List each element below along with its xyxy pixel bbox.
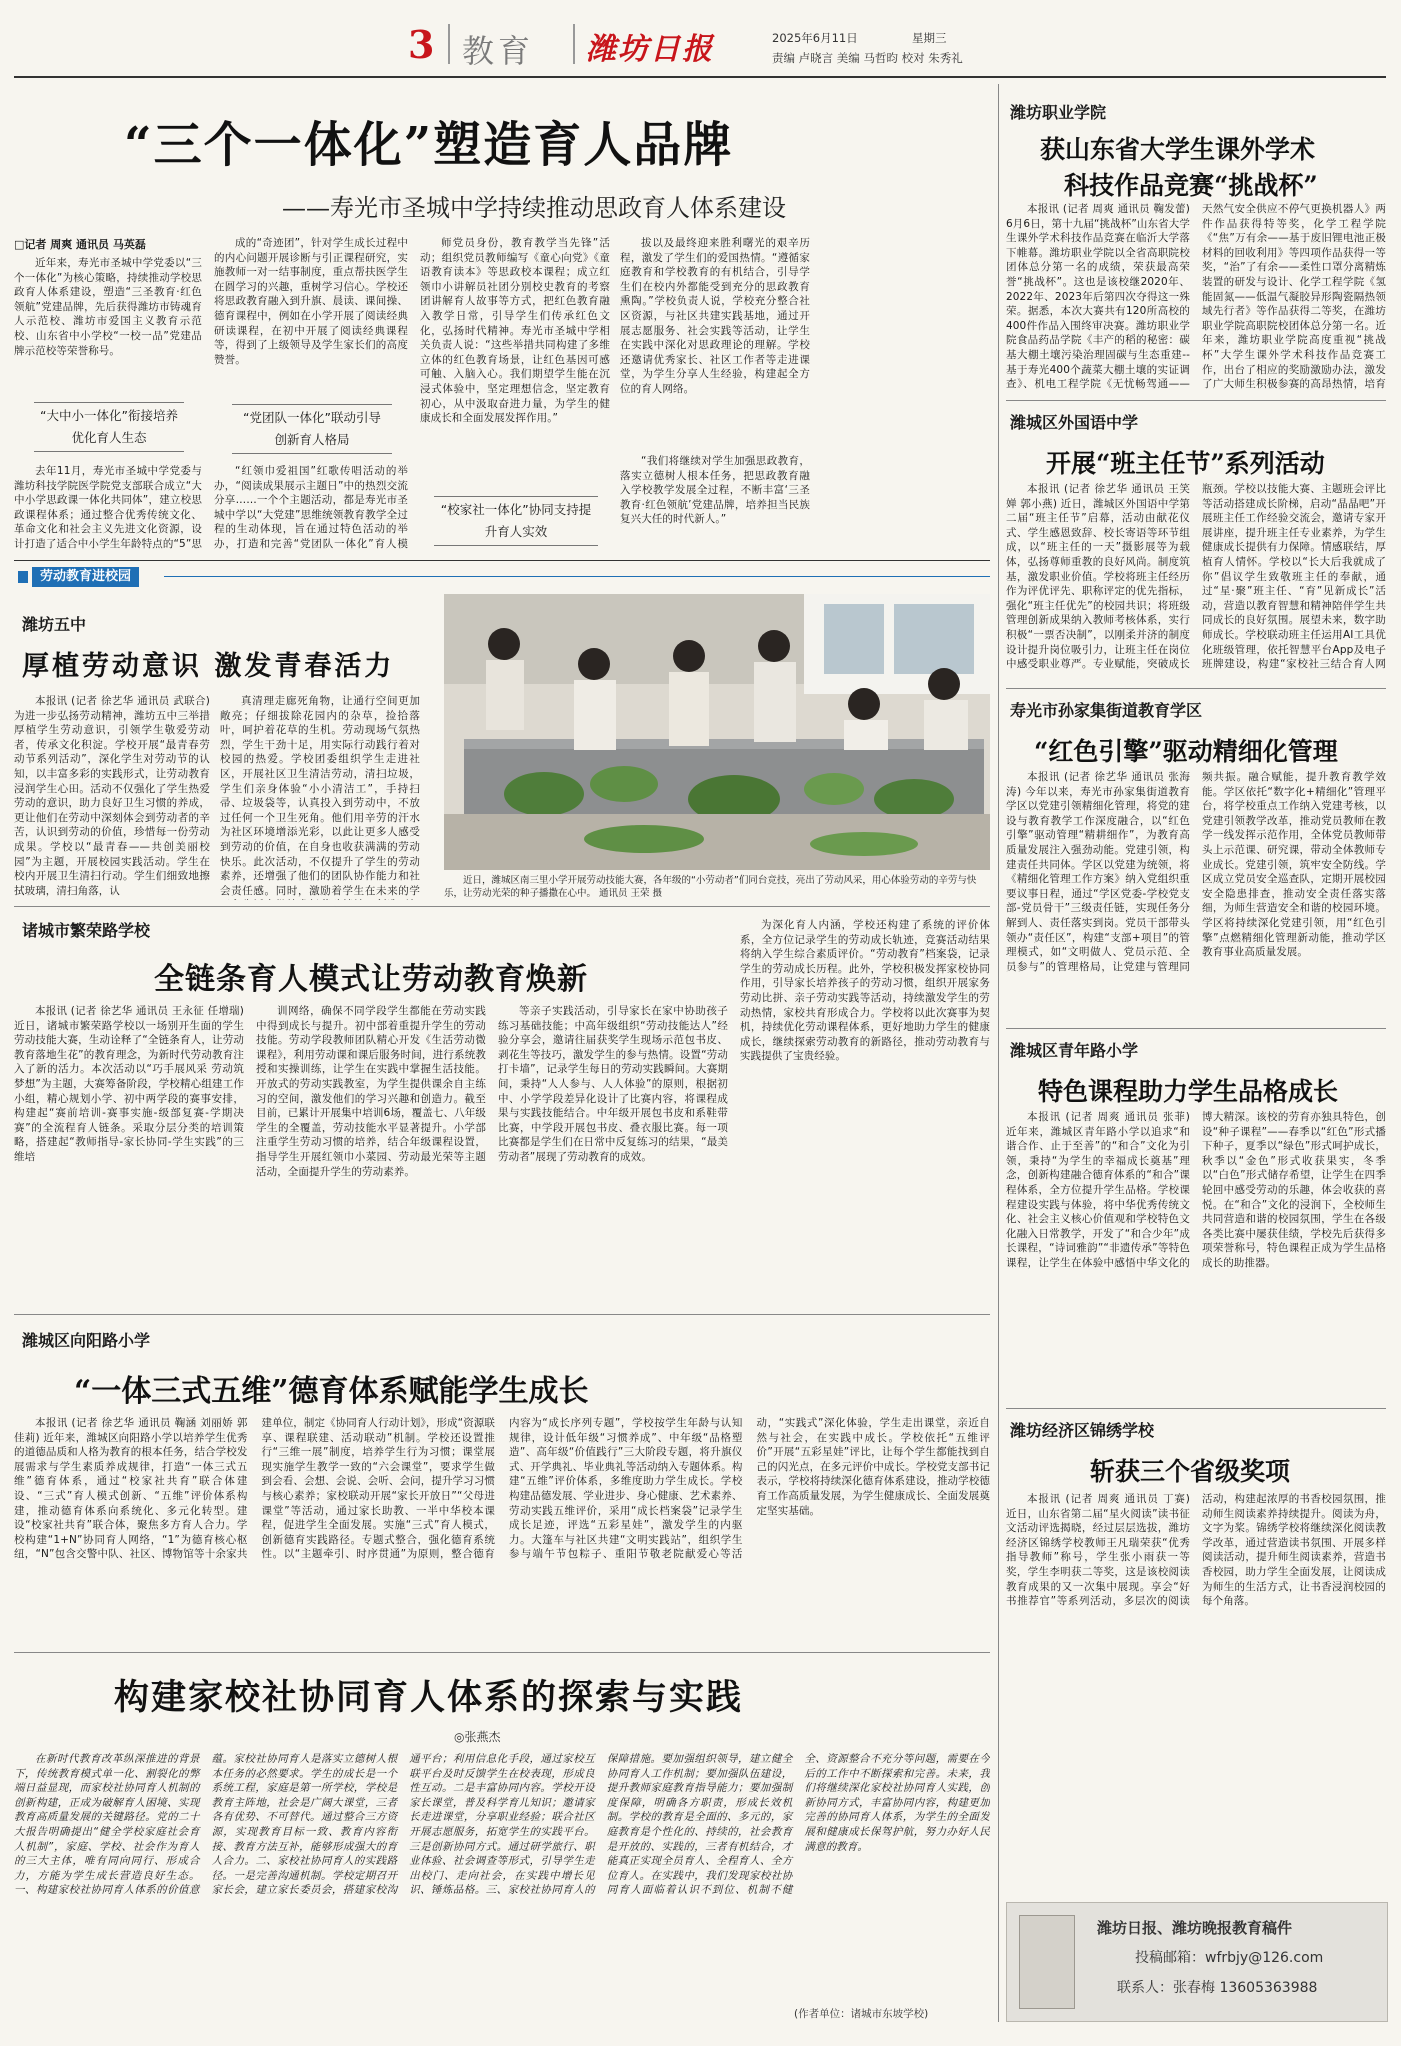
- right-s2-body: 本报讯 (记者 徐艺华 通讯员 王笑婵 郭小燕) 近日，潍城区外国语中学第二届“班主任节”启幕，活动由献花仪式、学生感恩致辞、校长寄语等环节组成，以“班主任的一天”摄影展等为载体，弘扬尊师重教的良好风尚。制度筑基，激发职业价值。学校将班主任经历作为评优评先、职称评定的优先指标，强化“班主任优先”的校园共识；将班级管理创新成果纳入教师考核体系，实行积极“一票否决制”，以刚柔并济的制度设计提升岗位吸引力，让班主任在岗位中感受职业尊严。专业赋能，突破成长瓶颈。学校以技能大赛、主题班会评比等活动搭建成长阶梯，启动“晶晶吧”开展班主任工作经验交流会，邀请专家开展讲座，提升班主任专业素养，为学生健康成长提供有力保障。情感联结，厚植育人情怀。学校以“长大后我就成了你”倡议学生致敬班主任的奉献，通过“星·聚”班主任、“育”见新成长”活动，营造以教育智慧和精神陪伴学生共同成长的良好氛围。展望未来，数字助师成长。学校联动班主任运用AI工具优化班级管理，依托智慧平台App及电子班牌建设，构建“家校社三结合育人网: [1006, 483, 1386, 671]
- lead-col4: 拔以及最终迎来胜利曙光的艰辛历程，激发了学生们的爱国热情。“遵循家庭教育和学校教育的有机结合，引导学生们在校内外都能受到充分的思政教育熏陶。”学校负责人说，学校充分整合社区资源，与社区共建实践基地，通过开展志愿服务、社会实践等活动，让学生在实践中深化对思政理论的理解。学校还邀请优秀家长、社区工作者等走进课堂，为学生分享人生经验，构建起全方位的育人网络。: [620, 237, 810, 395]
- page-number: 3: [408, 22, 435, 67]
- story2-col4: 为深化育人内涵，学校还构建了系统的评价体系，全方位记录学生的劳动成长轨迹，竞赛活动结果将纳入学生综合素质评价。“劳动教育”档案袋，记录学生的劳动成长历程。此外，学校积极发挥家校协同作用，引导家长培养孩子的劳动习惯，组织开展家务劳动比拼、亲子劳动实践等活动，持续激发学生的劳动热情，家校共育形成合力。学校将以此次赛事为契机，持续优化劳动课程体系，更好地助力学生的健康成长，继续探索劳动教育的新路径，推动劳动教育与实践提供了宝贵经验。: [740, 919, 990, 1063]
- right-s4-body: 本报讯 (记者 周爽 通讯员 张菲) 近年来，潍城区青年路小学以追求“和谐合作、止于至善”的“和合”文化为引领，秉持“为学生的幸福成长奠基”理念，创新构建融合德育体系的“和合”课程体系，全方位提升学生品格。学校课程建设实践与体验，将中华优秀传统文化、社会主义核心价值观和学校特色文化融入日常教学，开发了“和合少年”成长课程，“诗词雅韵”“非遗传承”等特色课程，让学生在体验中感悟中华文化的博大精深。该校的劳育亦独具特色，创设“种子课程”——春季以“红色”形式播下种子，夏季以“绿色”形式呵护成长，秋季以“金色”形式收获果实，冬季以“白色”形式储存希望，让学生在四季轮回中感受劳动的乐趣，体会收获的喜悦。在“和合”文化的浸润下，全校师生共同营造和谐的校园氛围，学生在各级各类比赛中屡获佳绩，学校先后获得多项荣誉称号，特色课程正成为学生品格成长的助推器。: [1006, 1111, 1386, 1269]
- right-s5-title: 斩获三个省级奖项: [1090, 1457, 1291, 1486]
- contrib-email[interactable]: 投稿邮箱：wfrbjy@126.com: [1135, 1950, 1324, 1966]
- lead-story: [14, 84, 990, 554]
- right-s2-title: 开展“班主任节”系列活动: [1046, 449, 1325, 478]
- labor-photo-caption: 近日，潍城区南三里小学开展劳动技能大赛，各年级的“小劳动者”们同台竞技，亮出了劳动风采，用心体验劳动的辛劳与快乐，让劳动光荣的种子播撒在心中。 通讯员 王荣 摄: [444, 875, 977, 899]
- essay-story: [14, 1656, 990, 2026]
- right-s3-title: “红色引擎”驱动精细化管理: [1034, 737, 1338, 766]
- xiangyang-body: 本报讯 (记者 徐艺华 通讯员 鞠涵 刘丽娇 郭佳莉) 近年来，潍城区向阳路小学以培养学生优秀的道德品质和人格为教育的根本任务，结合学校发展需求与学生素质养成规律，打造“一体三式五维”德育体系，通过“校家社共育”联合体建设、“三式”育人模式创新、“五维”评价体系构建，推动德育体系向系统化、多元化转型。建设“校家社共育”联合体，聚焦多方育人合力。学校构建“1+N”协同育人网络，“1”为德育核心枢纽，“N”包含交警中队、社区、博物馆等十余家共建单位，制定《协同育人行动计划》，形成“资源联享、课程联建、活动联动”机制。学校还设置推行“三维一展”制度，培养学生行为习惯；课堂展现实施学生教学一致的“六会课堂”，要求学生做到会看、会想、会说、会听、会问，提升学习习惯与核心素养；家校联动开展“家长开放日”“父母进课堂”等活动，通过家长助教、一半中华校本课程，促进学生全面发展。实施“三式”育人模式，创新德育实践路径。专题式整合，强化德育系统性。以“主题牵引、时序贯通”为原则，整合德育内容为“成长序列专题”，学校按学生年龄与认知规律，设计低年级“习惯养成”、中年级“品格塑造”、高年级“价值践行”三大阶段专题，将升旗仪式、开学典礼、毕业典礼等活动纳入专题体系。构建“五维”评价体系，多维度助力学生成长。学校构建品德发展、学业进步、身心健康、艺术素养、劳动实践五维评价，采用“成长档案袋”记录学生成长足迹，评选“五彩星娃”，激发学生的内驱力。大篷车与社区共建“文明实践站”，组织学生参与端午节包粽子、重阳节敬老院献爱心等活动，“实践式”深化体验，学生走出课堂，亲近自然与社会，在实践中成长。学校依托“五维评价”开展“五彩星娃”评比，让每个学生都能找到自己的闪光点，在多元评价中成长。学校党支部书记表示，学校将持续深化德育体系建设，推动学校德育工作高质量发展，为学生健康成长、全面发展奠定坚实基础。: [14, 1417, 990, 1561]
- contrib-line-1: 潍坊日报、潍坊晚报教育稿件: [1097, 1919, 1293, 1937]
- editors-line: 责编 卢晓言 美编 马哲昀 校对 朱秀礼: [772, 51, 963, 65]
- right-s5-org: 潍坊经济区锦绣学校: [1010, 1421, 1155, 1440]
- labor-photo-illustration: [444, 594, 990, 870]
- contrib-decor-icon: [1019, 1915, 1075, 2009]
- essay-body: 在新时代教育改革纵深推进的背景下，传统教育模式单一化、割裂化的弊端日益显现，而家校社协同育人机制的创新构建，正成为破解育人困境、实现教育高质量发展的关键路径。党的二十大报告明确提出“健全学校家庭社会育人机制”，家庭、学校、社会作为育人的三大主体，唯有同向同行、形成合力，方能为学生成长营造良好生态。一、构建家校社协同育人体系的价值意蕴。家校社协同育人是落实立德树人根本任务的必然要求。学生的成长是一个系统工程，家庭是第一所学校，学校是教育主阵地，社会是广阔大课堂，三者各有优势、不可替代。通过整合三方资源，实现教育目标一致、教育内容衔接、教育方法互补，能够形成强大的育人合力。二、家校社协同育人的实践路径。一是完善沟通机制。学校定期召开家长会，建立家长委员会，搭建家校沟通平台；利用信息化手段，通过家校互联平台及时反馈学生在校表现，形成良性互动。二是丰富协同内容。学校开设家长课堂，普及科学育儿知识；邀请家长走进课堂，分享职业经验；联合社区开展志愿服务，拓宽学生的实践平台。三是创新协同方式。通过研学旅行、职业体验、社会调查等形式，引导学生走出校门、走向社会，在实践中增长见识、锤炼品格。三、家校社协同育人的保障措施。要加强组织领导，建立健全协同育人工作机制；要加强队伍建设，提升教师家庭教育指导能力；要加强制度保障，明确各方职责，形成长效机制。学校的教育是全面的、多元的，家庭教育是个性化的、持续的，社会教育是开放的、实践的，三者有机结合，才能真正实现全员育人、全程育人、全方位育人。在实践中，我们发现家校社协同育人面临着认识不到位、机制不健全、资源整合不充分等问题，需要在今后的工作中不断探索和完善。未来，我们将继续深化家校社协同育人实践，创新协同方式，丰富协同内容，构建更加完善的协同育人体系，为学生的全面发展和健康成长保驾护航，努力办好人民满意的教育。: [14, 1753, 990, 1897]
- xiangyang-title: “一体三式五维”德育体系赋能学生成长: [74, 1374, 589, 1409]
- labor-banner: [14, 566, 990, 588]
- lead-subhead-1: “大中小一体化”衔接培养优化育人生态: [34, 402, 184, 452]
- right-s4-org: 潍城区青年路小学: [1010, 1041, 1139, 1060]
- essay-title: 构建家校社协同育人体系的探索与实践: [114, 1677, 744, 1718]
- story2-title: 全链条育人模式让劳动教育焕新: [154, 962, 588, 997]
- labor-top-rule: [14, 560, 990, 561]
- right-s4-title: 特色课程助力学生品格成长: [1038, 1077, 1339, 1106]
- labor-story-1: [14, 594, 990, 904]
- lead-col4b: “我们将继续对学生加强思政教育，落实立德树人根本任务，把思政教育融入学校教学发展全过程，不断丰富‘三圣教育·红色领航’党建品牌，培养担当民族复兴大任的时代新人。”: [620, 455, 810, 526]
- right-s1-body: 本报讯 (记者 周爽 通讯员 鞠发蕾) 6月6日，第十九届“挑战杯”山东省大学生课外学术科技作品竞赛在临沂大学落下帷幕。潍坊职业学院以全省高职院校团体总分第一名的成绩，荣获最高荣誉“挑战杯”。这也是该校继2020年、2022年、2023年后第四次夺得这一殊荣。据悉，本次大赛共有120所高校的400件作品入围终审决赛。潍坊职业学院食品药品学院《丰产的稻的秘密：碳基大棚土壤污染治理固碳与生态重建--基于寿光400个蔬菜大棚土壤的实证调查》、机电工程学院《无忧畅驾通——天然气安全供应不停气更换机器人》两件作品获得特等奖，化学工程学院《“焦”万有余——基于废旧锂电池正极材料的回收利用》等四项作品获得一等奖，“治”了有余——柔性口罩分离精炼装置的研发与设计、化学工程学院《氢能固氮——低温气凝胶异形陶瓷隔热领域先行者》等作品获得二等奖，在潍坊职业学院高职院校团体总分第一名。近年来，潍坊职业学院高度重视“挑战杯”大学生课外学术科技作品竞赛工作，出台了相应的奖励激励办法，激发了广大师生积极参赛的高昂热情，培育: [1006, 203, 1386, 391]
- lead-intro: 近年来，寿光市圣城中学党委以“三个一体化”为核心策略，持续推动学校思政育人体系建设，塑造“三圣教育·红色领航”党建品牌，先后获得潍坊市铸魂育人示范校、潍坊市爱国主义教育示范校、山东省中小学校“一校一品”党建品牌示范校等荣誉称号。: [14, 257, 202, 357]
- lead-col1: 去年11月，寿光市圣城中学党委与潍坊科技学院医学院党支部联合成立“大中小学思政课一体化共同体”，建立校思政课程体系；通过整合优秀传统文化、革命文化和社会主义先进文化资源，设计打造了适合中小学生年龄特点的“5”思: [14, 465, 202, 550]
- lead-subtitle: ——寿光市圣城中学持续推动思政育人体系建设: [282, 194, 786, 222]
- lead-title: “三个一体化”塑造育人品牌: [124, 117, 734, 173]
- labor-photo: [444, 594, 990, 870]
- right-column: [1006, 84, 1386, 2034]
- masthead: [0, 0, 1401, 80]
- right-s1-org: 潍坊职业学院: [1010, 103, 1107, 122]
- column-divider: [998, 84, 999, 2022]
- essay-top-rule: [14, 1652, 990, 1653]
- right-s5-body: 本报讯 (记者 周爽 通讯员 丁赛) 近日，山东省第二届“星火阅读”读书征文活动评选揭晓，经过层层选拔，潍坊经济区锦绣学校教师王凡瑞荣获“优秀指导教师”称号，学生张小雨获一等奖，学生李明获二等奖，这是该校阅读教育成果的又一次集中展现。享会“好书推荐官”等系列活动，多层次的阅读活动，构建起浓厚的书香校园氛围，推动师生阅读素养持续提升。阅读为舟，文字为桨。锦绣学校将继续深化阅读教学改革，通过营造读书氛围、开展多样阅读活动，提升师生阅读素养，营造书香校园，助力学生全面发展，让阅读成为师生的生活方式，让书香浸润校园的每个角落。: [1006, 1493, 1386, 1608]
- issue-weekday: 星期三: [912, 31, 947, 45]
- lead-byline: □记者 周爽 通讯员 马英磊: [14, 238, 146, 251]
- story1-col2: 真清理走廊死角物，让通行空间更加敞亮；仔细拔除花园内的杂草，捡拾落叶，呵护着花草的生机。劳动现场气氛热烈，学生干劲十足，用实际行动践行着对校园的热爱。学校团委组织学生走进社区，开展社区卫生清洁劳动，清扫垃圾，学生们亲身体验“小小清洁工”，手持扫帚、垃圾袋等，认真投入到劳动中，不放过任何一个卫生死角。他们用辛劳的汗水为社区环境增添光彩，以此让更多人感受到劳动的价值，在自身也收获满满的劳动快乐。此次活动，不仅提升了学生的劳动素养，还增强了他们的团队协作能力和社会责任感。同时，激励着学生在未来的学: [220, 695, 420, 897]
- story2-col2: 训网络，确保不同学段学生都能在劳动实践中得到成长与提升。初中部着重提升学生的劳动技能。劳动学段教师团队精心开发《生活劳动微课程》，利用劳动课和课后服务时间，进行系统教授和实操训练，让学生在实践中掌握生活技能。开放式的劳动实践教室，为学生提供课余自主练习的空间，激发他们的学习兴趣和创造力。截至目前，已累计开展集中培训6场，覆盖七、八年级学生的全覆盖，劳动技能水平显著提升。小学部注重学生劳动习惯的培养，结合年级课程设置，指导学生开展红领巾小菜园、劳动最光荣等主题活动，全面提升学生的劳动素养。: [256, 1005, 486, 1178]
- story1-school: 潍坊五中: [22, 615, 87, 634]
- lead-col2: “红领巾爱祖国”红歌传唱活动的举办，“阅读成果展示主题日”中的热烈交流分享……一个个主题活动，都是寿光市圣城中学以“大党建”思维统领教育教学全过程的生动体现，旨在通过特色活动的举办，打造和完善“党团队一体化”育人模: [214, 465, 408, 550]
- masthead-rule: [14, 76, 1386, 78]
- labor-story-2: [14, 910, 990, 1310]
- essay-footnote: (作者单位：诸城市东坡学校): [794, 2008, 929, 2020]
- contrib-contact: 联系人：张春梅 13605363988: [1117, 1980, 1318, 1996]
- story2-top-rule: [14, 906, 990, 907]
- right-s3-org: 寿光市孙家集街道教育学区: [1010, 701, 1203, 720]
- right-s2-org: 潍城区外国语中学: [1010, 413, 1139, 432]
- lead-subhead-2: “党团队一体化”联动引导创新育人格局: [232, 404, 392, 454]
- story2-col1: 本报讯 (记者 徐艺华 通讯员 王永征 任增瑞) 近日，诸城市繁荣路学校以一场别开生面的学生劳动技能大赛，生动诠释了“全链条育人，让劳动教育落地生花”的教育理念，为新时代劳动教育注入了新的活力。本次活动以“巧手展风采 劳动筑梦想”为主题，大赛筹备阶段，学校精心组建工作小组，精心规划小学、初中两学段的赛事安排，构建起“赛前培训-赛事实施-级部复赛-学期决赛”的全流程育人链条。采取分层分类的培训策略，搭建起“教师指导-家长协同-学生实践”的三维培: [14, 1005, 244, 1163]
- right-s1-title-b: 科技作品竞赛“挑战杯”: [1064, 171, 1318, 200]
- xiangyang-school: 潍城区向阳路小学: [22, 1331, 151, 1350]
- story1-col1: 本报讯 (记者 徐艺华 通讯员 武联合) 为进一步弘扬劳动精神，潍坊五中三举措厚植学生劳动意识，引领学生敬爱劳动者，传承文化积淀。学校开展“最青春劳动节系列活动”，深化学生对劳动节的认知，以丰富多彩的实践形式，让劳动教育浸润学生心田。活动不仅强化了学生热爱劳动的意识，助力良好卫生习惯的养成，更让他们在劳动中深刻体会到劳动者的辛苦，认识到劳动的价值，珍惜每一份劳动成果。学校以“最青春——共创美丽校园”为主题，开展校园实践活动。学生在校内开展卫生清扫行动。学生们细致地擦拭玻璃，清扫角落，认: [14, 695, 210, 897]
- contribution-box: [1006, 1902, 1388, 2022]
- labor-banner-label: 劳动教育进校园: [32, 567, 139, 587]
- lead-subhead-3: “校家社一体化”协同支持提升育人实效: [434, 496, 598, 546]
- story2-col3: 等亲子实践活动，引导家长在家中协助孩子练习基础技能；中高年级组织“劳动技能达人”经验分享会，邀请往届获奖学生现场示范包书皮、剥花生等技巧，激发学生的参与热情。设置“劳动打卡墙”，记录学生每日的劳动实践瞬间。大赛期间，秉持“人人参与、人人体验”的原则，根据初中、小学学段差异化设计了比赛内容，将课程成果与实践技能结合。中年级开展包书皮和系鞋带比赛，中学段开展包书皮、叠衣服比赛。每一项比赛都是学生们在日常中反复练习的结果，“最美劳动者”展现了劳动教育的成效。: [498, 1005, 728, 1163]
- xiangyang-story: [14, 1318, 990, 1648]
- paper-logo: 潍坊日报: [586, 32, 714, 67]
- issue-date: 2025年6月11日: [772, 31, 858, 45]
- right-s3-body: 本报讯 (记者 徐艺华 通讯员 张海涛) 今年以来，寿光市孙家集街道教育学区以党建引领精细化管理，将党的建设与教育教学工作深度融合，以“红色引擎”驱动管理“精耕细作”，为教育高质量发展注入强劲动能。党建引领，构建责任共同体。学区以党建为统领，将《精细化管理工作方案》纳入党组织重要议事日程，通过“学区党委-学校党支部-党员骨干”三级责任链，实现任务分解到人、责任落实到岗。党员干部带头领办“责任区”，构建“支部+项目”的管理模式，如“文明做人、党员示范、全员参与”的管理格局，让党建与管理同频共振。融合赋能，提升教育教学效能。学区依托“数字化+精细化”管理平台，将学校重点工作纳入党建考核，以党建引领教学改革，推动党员教师在教学一线发挥示范作用，全体党员教师带头上示范课、研究课，带动全体教师专业成长。党建引领，筑牢安全防线。学区成立党员安全巡查队，定期开展校园安全隐患排查，推动安全责任落实落细，为师生营造安全和谐的校园环境。学区将持续深化党建引领，用“红色引擎”点燃精细化管理新动能，推动学区教育事业高质量发展。: [1006, 771, 1386, 973]
- banner-marker-icon: [18, 571, 28, 583]
- right-s1-title-a: 获山东省大学生课外学术: [1040, 135, 1316, 164]
- section-name: 教育: [462, 32, 535, 70]
- story2-school: 诸城市繁荣路学校: [22, 921, 151, 940]
- essay-author: ◎张燕杰: [454, 1730, 501, 1744]
- xiangyang-top-rule: [14, 1314, 990, 1315]
- story1-title: 厚植劳动意识 激发青春活力: [22, 651, 395, 682]
- lead-col2-top: 成的“奇迹团”，针对学生成长过程中的内心问题开展诊断与引正课程研究，实施教师一对一结事制度，重点帮扶医学生在圆学习的兴趣，重树学习信心。学校还将思政教育融入到升旗、晨读、课间操、德育课程中，例如在小学开展了阅读经典研读课程，在初中开展了阅读经典课程等，得到了上级领导及学生家长们的高度赞誉。: [214, 237, 408, 366]
- lead-col3: 师党员身份，教育教学当先锋”活动；组织党员教师编写《童心向党》《童语教育读本》等思政校本课程；成立红领巾小讲解员社团分别校史教育的考察团讲解育人故事等方式，把红色教育融入教学日常，引导学生们传承红色文化，弘扬时代精神。寿光市圣城中学相关负责人说：“这些举措共同构建了多维立体的红色教育场景，让红色基因可感可触、入脑入心。我们期望学生能在沉浸式体验中，坚定理想信念，坚定教育初心，从中汲取奋进力量，为学生的健康成长和全面发展发挥作用。”: [420, 237, 610, 425]
